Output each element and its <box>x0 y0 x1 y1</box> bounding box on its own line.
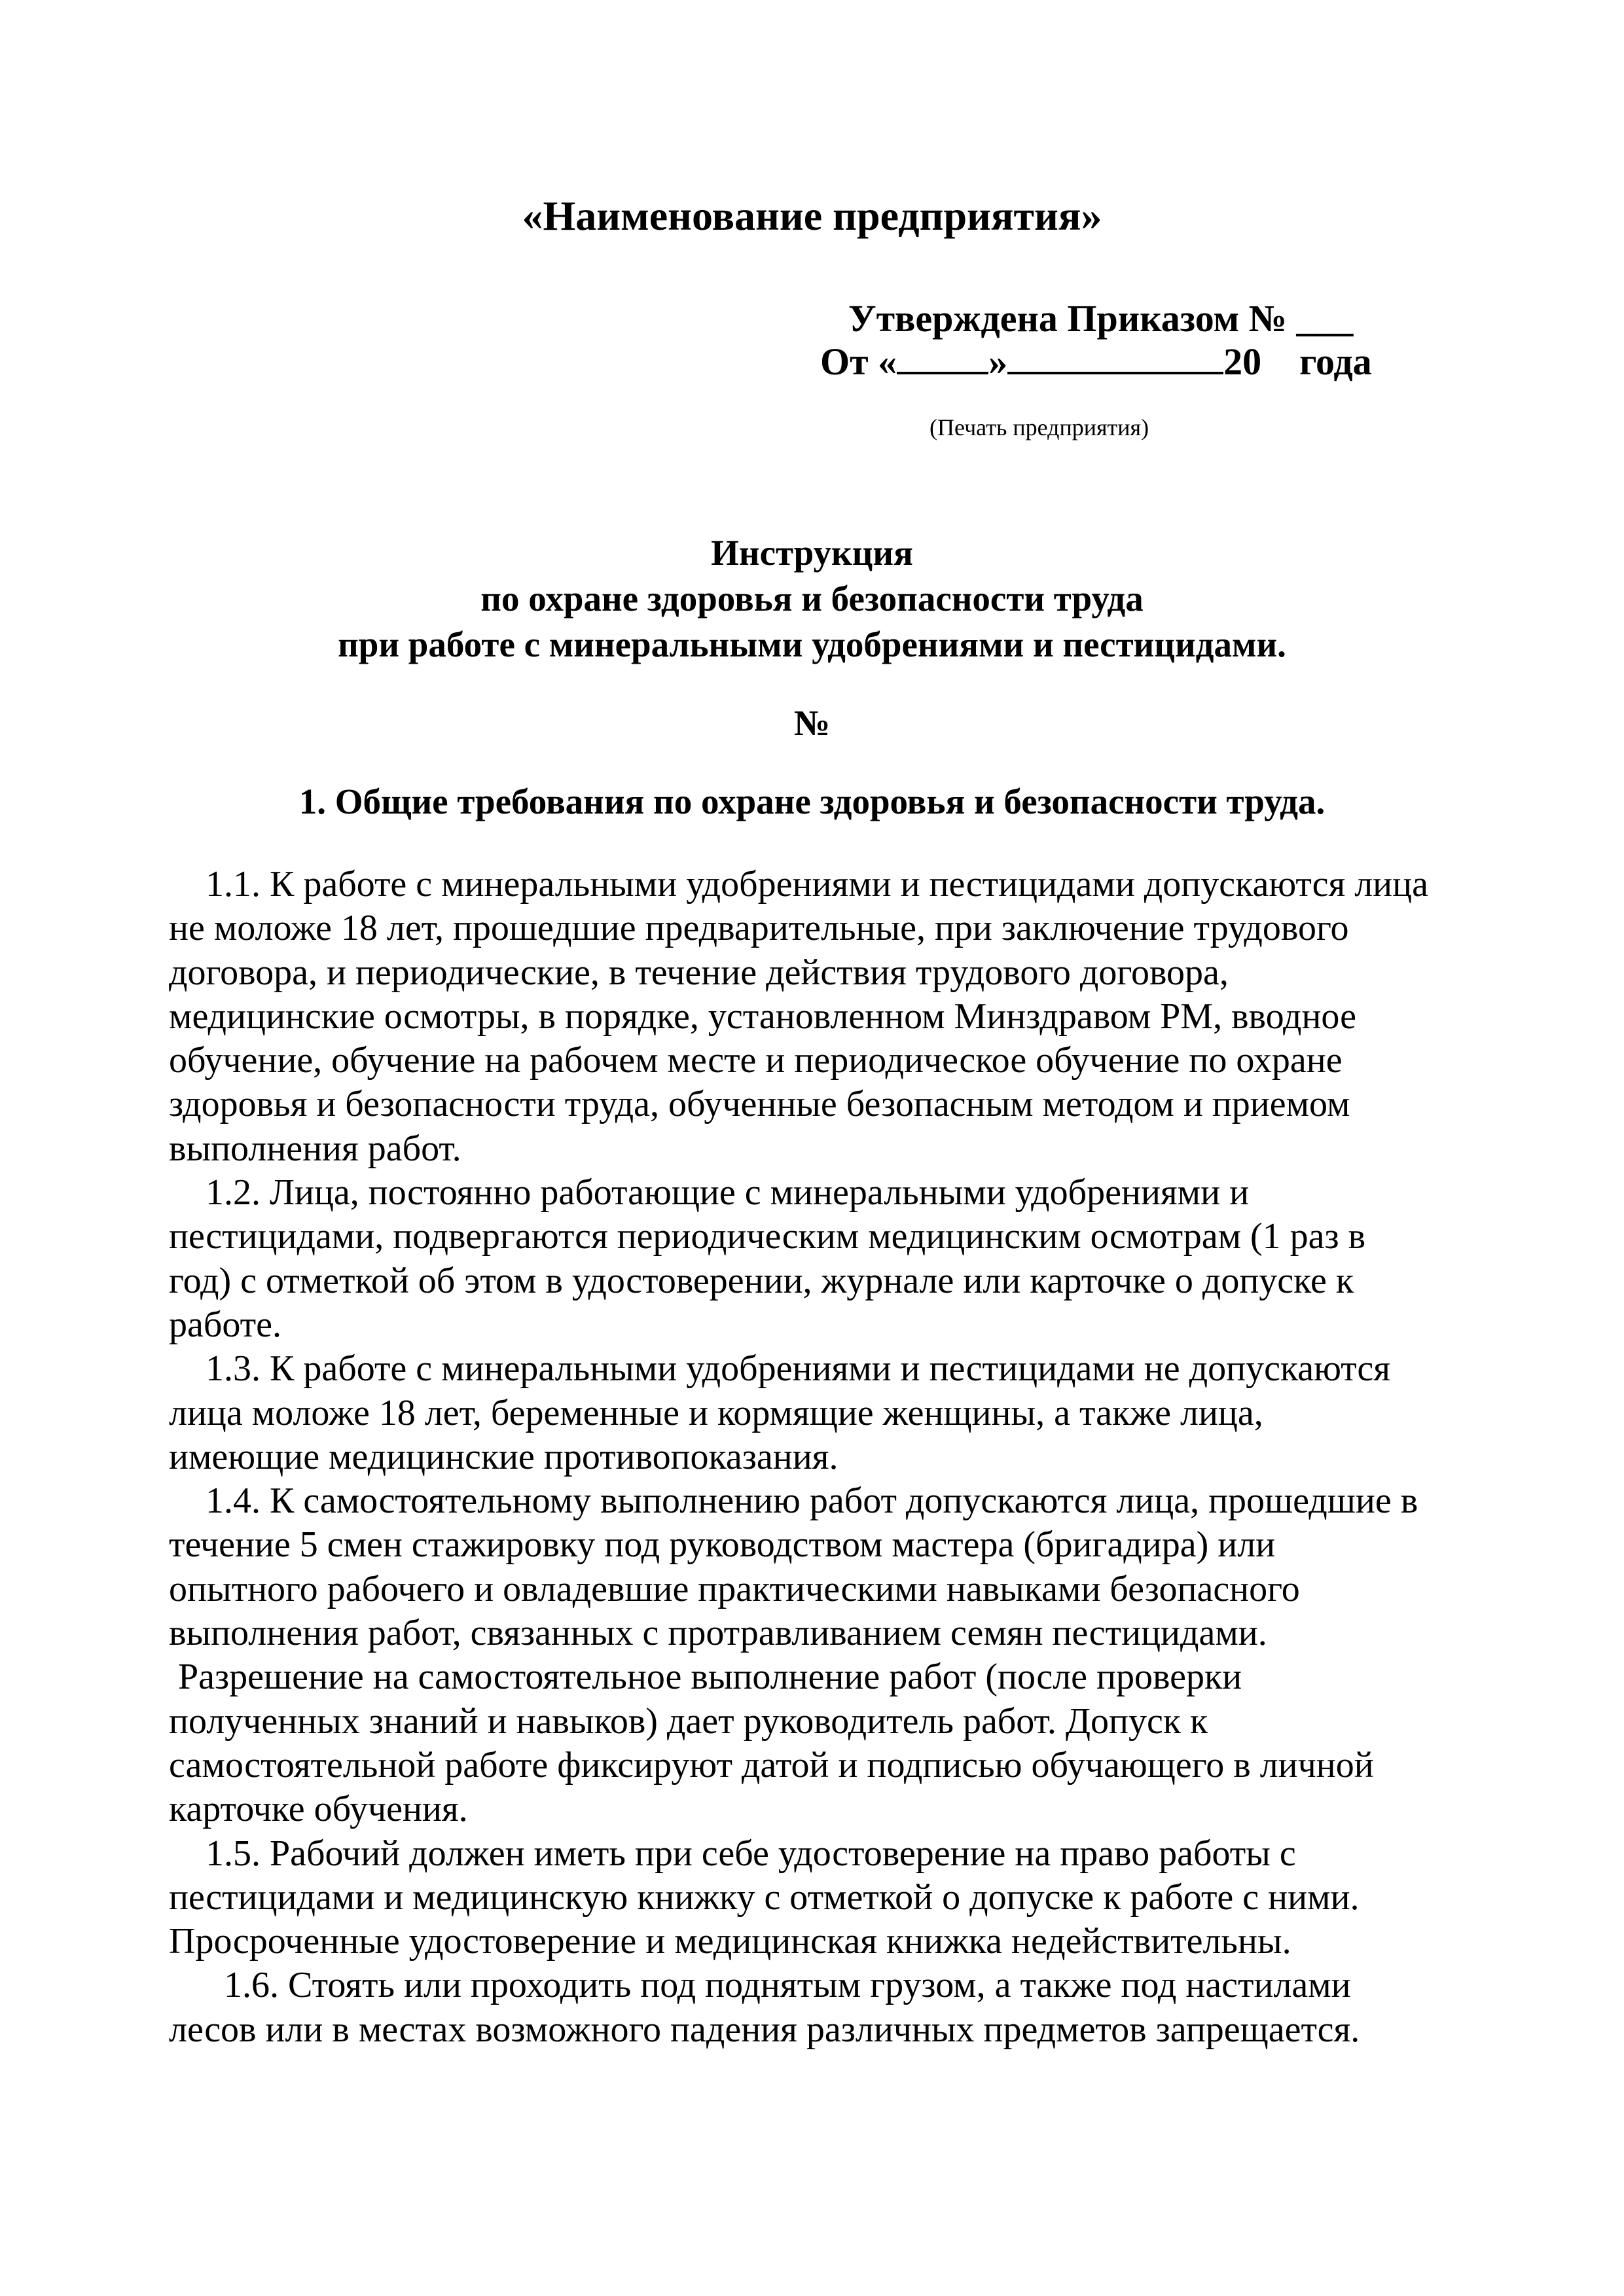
body-line: лица моложе 18 лет, беременные и кормящие женщины, а также лица, <box>169 1392 1263 1433</box>
approval-date-prefix: От « <box>820 340 897 383</box>
body-line: полученных знаний и навыков) дает руководитель работ. Допуск к <box>169 1700 1208 1742</box>
document-title <box>0 530 1624 668</box>
body-line: медицинские осмотры, в порядке, установленном Минздравом РМ, вводное <box>169 996 1356 1037</box>
body-line: здоровья и безопасности труда, обученные безопасным методом и приемом <box>169 1084 1350 1125</box>
body-line: имеющие медицинские противопоказания. <box>169 1436 839 1477</box>
body-line: выполнения работ. <box>169 1128 461 1169</box>
section-heading: 1. Общие требования по охране здоровья и безопасности труда. <box>298 781 1326 821</box>
month-blank <box>1007 340 1223 374</box>
approval-date-line <box>820 339 1372 385</box>
body-line: пестицидами, подвергаются периодическим медицинским осмотрам (1 раз в <box>169 1216 1366 1257</box>
body-line: 1.6. Стоять или проходить под поднятым грузом, а также под настилами <box>169 1965 1351 2006</box>
approval-date-middle: » <box>988 340 1008 383</box>
body-line: карточке обучения. <box>169 1789 468 1830</box>
body-line: выполнения работ, связанных с протравливанием семян пестицидами. <box>169 1613 1267 1654</box>
body-line: работе. <box>169 1304 281 1345</box>
body-line: 1.5. Рабочий должен иметь при себе удостоверение на право работы с <box>169 1833 1296 1874</box>
day-blank <box>897 340 988 374</box>
body-line: 1.2. Лица, постоянно работающие с минеральными удобрениями и <box>169 1172 1250 1213</box>
body-line: не моложе 18 лет, прошедшие предварительные, при заключение трудового <box>169 908 1349 949</box>
body-line: самостоятельной работе фиксируют датой и подписью обучающего в личной <box>169 1744 1374 1785</box>
body-line: опытного рабочего и овладевшие практическими навыками безопасного <box>169 1568 1300 1609</box>
body-line: год) с отметкой об этом в удостоверении, журнале или карточке о допуске к <box>169 1260 1354 1301</box>
body-line: обучение, обучение на рабочем месте и периодическое обучение по охране <box>169 1040 1343 1081</box>
body-line: 1.3. К работе с минеральными удобрениями и пестицидами не допускаются <box>169 1348 1391 1390</box>
title-line-1: Инструкция <box>711 533 913 573</box>
body-line: Просроченные удостоверение и медицинская книжка недействительны. <box>169 1921 1291 1962</box>
approval-date-suffix: года <box>1299 340 1372 383</box>
body-line: Разрешение на самостоятельное выполнение работ (после проверки <box>169 1657 1242 1698</box>
approval-date-year: 20 <box>1223 340 1262 383</box>
body-line: течение 5 смен стажировку под руководством мастера (бригадира) или <box>169 1524 1276 1566</box>
body-line: 1.1. К работе с минеральными удобрениями и пестицидами допускаются лица <box>169 864 1428 905</box>
body-line: лесов или в местах возможного падения различных предметов запрещается. <box>169 2009 1360 2050</box>
approval-order-line: Утверждена Приказом № ___ <box>848 297 1354 340</box>
organization-name: «Наименование предприятия» <box>522 192 1102 239</box>
section-body <box>169 863 1478 2052</box>
seal-note: (Печать предприятия) <box>929 414 1149 440</box>
body-line: пестицидами и медицинскую книжку с отметкой о допуске к работе с ними. <box>169 1876 1360 1918</box>
document-number: № <box>793 703 831 743</box>
title-line-3: при работе с минеральными удобрениями и пестицидами. <box>338 624 1286 664</box>
body-line: договора, и периодические, в течение действия трудового договора, <box>169 952 1229 993</box>
body-line: 1.4. К самостоятельному выполнению работ допускаются лица, прошедшие в <box>169 1480 1418 1522</box>
title-line-2: по охране здоровья и безопасности труда <box>480 579 1144 619</box>
